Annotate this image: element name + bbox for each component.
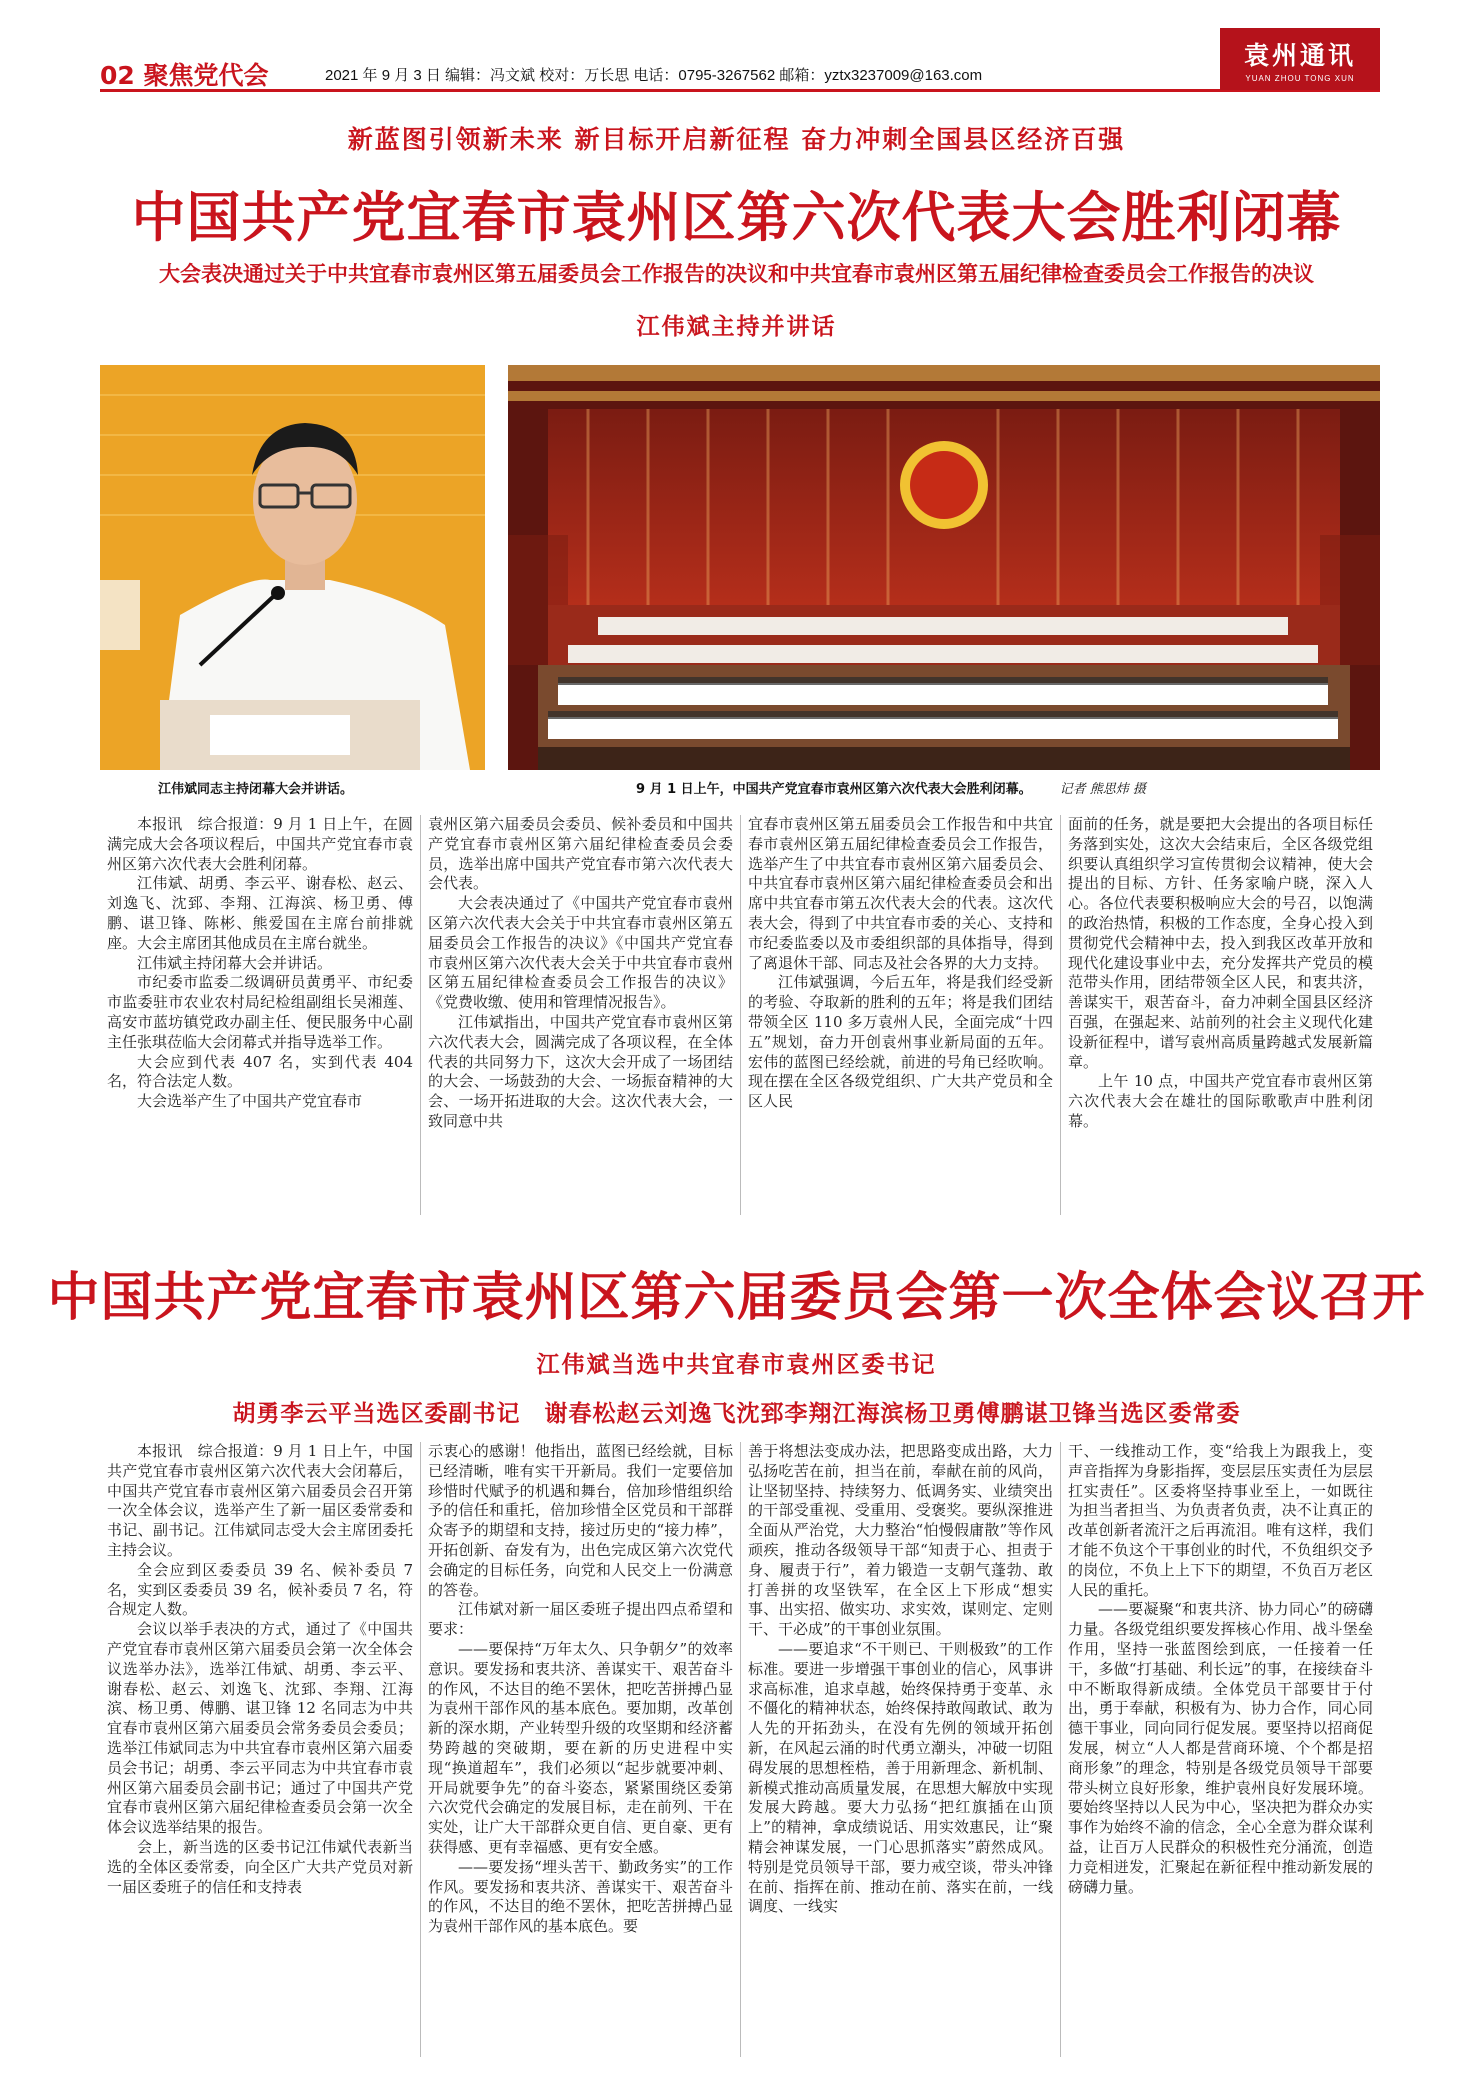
slogan: 新蓝图引领新未来 新目标开启新征程 奋力冲刺全国县区经济百强	[347, 125, 1126, 154]
paragraph: 面前的任务，就是要把大会提出的各项目标任务落到实处，这次大会结束后，全区各级党组织要认真组织学习宣传贯彻会议精神，使大会提出的目标、方针、任务家喻户晓，深入人心。各位代表要积极响应大会的号召，以饱满的政治热情，积极的工作态度，全身心投入到贯彻党代会精神中去，投入到我区改革开放和现代化建设事业中去，充分发挥共产党员的模范带头作用，团结带领全区人民，和衷共济，善谋实干，艰苦奋斗，奋力冲刺全国县区经济百强，在强起来、站前列的社会主义现代化建设新征程中，谱写袁州高质量跨越式发展新篇章。	[1068, 815, 1373, 1071]
article2-title: 中国共产党宜春市袁州区第六届委员会第一次全体会议召开	[47, 1268, 1426, 1328]
paragraph: ——要保持“万年太久、只争朝夕”的效率意识。要发扬和衷共济、善谋实干、艰苦奋斗的作风，不达目的绝不罢休，把吃苦拼搏凸显为袁州干部作风的基本底色。要加期，改革创新的深水期，产业转型升级的攻坚期和经济蓄势跨越的突破期，要在新的历史进程中实现“换道超车”，我们必须以“起步就要冲刺、开局就要争先”的奋斗姿态，紧紧围绕区委第六次党代会确定的发展目标，走在前列、干在实处，让广大干部群众更自信、更自豪、更有获得感、更有幸福感、更有安全感。	[428, 1639, 733, 1856]
article2-body	[100, 1442, 1380, 2057]
paragraph: 干、一线推动工作，变“给我上为跟我上，变声音指挥为身影指挥，变层层压实责任为层层扛实责任”。区委将坚持事业至上，一如既往为担当者担当、为负责者负责，决不让真正的改革创新者流汗之后再流泪。唯有这样，我们才能不负这个干事创业的时代，不负组织交予的岗位，不负上上下下的期望，不负百万老区人民的重托。	[1068, 1442, 1373, 1599]
page-section-label: 02 聚焦党代会	[100, 61, 269, 90]
article2-column	[100, 1442, 420, 2057]
paragraph: 大会选举产生了中国共产党宜春市	[137, 1092, 363, 1111]
paragraph: 本报讯 综合报道：9 月 1 日上午，在圆满完成大会各项议程后，中国共产党宜春市袁州区第六次代表大会胜利闭幕。	[107, 815, 413, 873]
paragraph: 江伟斌主持闭幕大会并讲话。	[137, 953, 333, 972]
article2-column	[740, 1442, 1060, 2057]
paragraph: 会上，新当选的区委书记江伟斌代表新当选的全体区委常委，向全区广大共产党员对新一届区委班子的信任和支持表	[107, 1837, 413, 1896]
paragraph: 江伟斌强调，今后五年，将是我们经受新的考验、夺取新的胜利的五年；将是我们团结带领全区 110 多万袁州人民，全面完成“十四五”规划，奋力开创袁州事业新局面的五年。宏伟的蓝图已经绘就，前进的号角已经吹响。现在摆在全区各级党组织、广大共产党员和全区人民	[748, 973, 1053, 1111]
article1-column	[1060, 815, 1380, 1215]
paragraph: 袁州区第六届委员会委员、候补委员和中国共产党宜春市袁州区第六届纪律检查委员会委员，选举出席中国共产党宜春市第六次代表大会代表。	[428, 815, 733, 893]
paragraph: 大会表决通过了《中国共产党宜春市袁州区第六次代表大会关于中共宜春市袁州区第五届委员会工作报告的决议》《中国共产党宜春市袁州区第六次代表大会关于中共宜春市袁州区第五届纪律检查委员会工作报告的决议》《党费收缴、使用和管理情况报告》。	[428, 894, 733, 1012]
paragraph: 本报讯 综合报道：9 月 1 日上午，中国共产党宜春市袁州区第六次代表大会闭幕后，中国共产党宜春市袁州区第六届委员会召开第一次全体会议，选举产生了新一届区委常委和书记、副书记。江伟斌同志受大会主席团委托主持会议。	[107, 1442, 413, 1559]
photo-credit: 记者 熊思炜 摄	[1059, 782, 1146, 797]
issue-meta: 2021 年 9 月 3 日 编辑：冯文斌 校对：万长思 电话：0795-3267562 邮箱：yztx3237009@163.com	[325, 67, 983, 84]
paragraph: ——要凝聚“和衷共济、协力同心”的磅礴力量。各级党组织要发挥核心作用、战斗堡垒作用，坚持一张蓝图绘到底，一任接着一任干，多做“打基础、利长远”的事，在接续奋斗中不断取得新成绩。全体党员干部要甘于付出，勇于奉献，积极有为、协力合作，同心同德干事业，同向同行促发展。要坚持以招商促发展，树立“人人都是营商环境、个个都是招商形象”的理念，特别是各级党员领导干部要带头树立良好形象，维护袁州良好发展环境。要始终坚持以人民为中心，坚决把为群众办实事作为始终不渝的信念，全心全意为群众谋利益，让百万人民群众的积极性充分涌流，创造力竞相迸发，汇聚起在新征程中推动新发展的磅礴力量。	[1068, 1600, 1373, 1896]
speaker-photo	[100, 365, 485, 770]
hall-photo-caption-text: 9 月 1 日上午，中国共产党宜春市袁州区第六次代表大会胜利闭幕。	[636, 782, 1032, 797]
paragraph: 会议以举手表决的方式，通过了《中国共产党宜春市袁州区第六届委员会第一次全体会议选举办法》，选举江伟斌、胡勇、李云平、谢春松、赵云、刘逸飞、沈郅、李翔、江海滨、杨卫勇、傅鹏、谌卫锋 12 名同志为中共宜春市袁州区第六届委员会常务委员会委员；选举江伟斌同志为中共宜春市袁州区第六届委员会书记；胡勇、李云平同志为中共宜春市袁州区第六届委员会副书记；通过了中国共产党宜春市袁州区第六届纪律检查委员会第一次全体会议选举结果的报告。	[107, 1620, 413, 1837]
paragraph: 宜春市袁州区第五届委员会工作报告和中共宜春市袁州区第五届纪律检查委员会工作报告，选举产生了中共宜春市袁州区第六届委员会、中共宜春市袁州区第六届纪律检查委员会和出席中共宜春市第五次代表大会的代表。这次代表大会，得到了中共宜春市委的关心、支持和市纪委监委以及市委组织部的具体指导，得到了离退休干部、同志及社会各界的大力支持。	[748, 815, 1053, 972]
paragraph: 市纪委市监委二级调研员黄勇平、市纪委市监委驻市农业农村局纪检组副组长吴湘莲、高安市蓝坊镇党政办副主任、便民服务中心副主任张琪莅临大会闭幕式并指导选举工作。	[107, 973, 413, 1051]
congress-hall-photo	[508, 365, 1380, 770]
hall-photo-caption	[636, 778, 1146, 797]
article2-subtitle-2: 胡勇李云平当选区委副书记 谢春松赵云刘逸飞沈郅李翔江海滨杨卫勇傅鹏谌卫锋当选区委常委	[232, 1400, 1241, 1427]
article1-subtitle-2: 江伟斌主持并讲话	[636, 313, 837, 340]
paragraph: 江伟斌、胡勇、李云平、谢春松、赵云、刘逸飞、沈郅、李翔、江海滨、杨卫勇、傅鹏、谌卫锋、陈彬、熊爱国在主席台前排就座。大会主席团其他成员在主席台就坐。	[107, 874, 413, 952]
logo-chinese: 袁州通讯	[1243, 41, 1356, 70]
paragraph: 上午 10 点，中国共产党宜春市袁州区第六次代表大会在雄壮的国际歌歌声中胜利闭幕。	[1068, 1072, 1373, 1130]
paragraph: 善于将想法变成办法，把思路变成出路，大力弘扬吃苦在前，担当在前，奉献在前的风尚，让坚韧坚持、持续努力、低调务实、业绩突出的干部受重视、受重用、受褒奖。要纵深推进全面从严治党，大力整治“怕慢假庸散”等作风顽疾，推动各级领导干部“知责于心、担责于身、履责于行”，着力锻造一支朝气蓬勃、敢打善拼的攻坚铁军，在全区上下形成“想实事、出实招、做实功、求实效，谋则定、定则干、干必成”的干事创业氛围。	[748, 1442, 1053, 1639]
paragraph: 江伟斌对新一届区委班子提出四点希望和要求：	[428, 1600, 733, 1639]
article1-body	[100, 815, 1380, 1215]
paragraph: 江伟斌指出，中国共产党宜春市袁州区第六次代表大会，圆满完成了各项议程，在全体代表的共同努力下，这次大会开成了一场团结的大会、一场鼓劲的大会、一场振奋精神的大会、一场开拓进取的大会。这次代表大会，一致同意中共	[428, 1012, 733, 1130]
paragraph: ——要发扬“埋头苦干、勤政务实”的工作作风。要发扬和衷共济、善谋实干、艰苦奋斗的作风，不达目的绝不罢休，把吃苦拼搏凸显为袁州干部作风的基本底色。要	[428, 1857, 733, 1936]
article1-column	[420, 815, 740, 1215]
masthead	[100, 41, 1380, 92]
article2-column	[1060, 1442, 1380, 2057]
article1-column	[100, 815, 420, 1215]
article2-column	[420, 1442, 740, 2057]
paragraph: 全会应到区委委员 39 名、候补委员 7 名，实到区委委员 39 名，候补委员 7 名，符合规定人数。	[107, 1560, 413, 1619]
paragraph: 示衷心的感谢！他指出，蓝图已经绘就，目标已经清晰，唯有实干开新局。我们一定要倍加珍惜时代赋予的机遇和舞台，倍加珍惜组织给予的信任和重托，倍加珍惜全区党员和干部群众寄予的期望和支持，接过历史的“接力棒”，开拓创新、奋发有为，出色完成区第六次党代会确定的目标任务，向党和人民交上一份满意的答卷。	[428, 1442, 733, 1599]
logo-english: YUAN ZHOU TONG XUN	[1245, 74, 1355, 83]
article1-column	[740, 815, 1060, 1215]
paragraph: ——要追求“不干则已、干则极致”的工作标准。要进一步增强干事创业的信心，风事讲求高标准，追求卓越，始终保持勇于变革、永不僵化的精神状态，始终保持敢闯敢试、敢为人先的开拓劲头，在没有先例的领域开拓创新，在风起云涌的时代勇立潮头，冲破一切阻碍发展的思想桎梏，善于用新理念、新机制、新模式推动高质量发展，在思想大解放中实现发展大跨越。要大力弘扬“把红旗插在山顶上”的精神，拿成绩说话、用实效惠民，让“聚精会神谋发展，一门心思抓落实”蔚然成风。特别是党员领导干部，要力戒空谈，带头冲锋在前、指挥在前、推动在前、落实在前，一线调度、一线实	[748, 1639, 1053, 1916]
paragraph: 大会应到代表 407 名，实到代表 404 名，符合法定人数。	[107, 1052, 413, 1091]
article2-subtitle: 江伟斌当选中共宜春市袁州区委书记	[536, 1351, 937, 1378]
newspaper-logo	[1220, 28, 1380, 90]
article1-subtitle: 大会表决通过关于中共宜春市袁州区第五届委员会工作报告的决议和中共宜春市袁州区第五届纪律检查委员会工作报告的决议	[159, 261, 1314, 286]
article1-title: 中国共产党宜春市袁州区第六次代表大会胜利闭幕	[131, 186, 1342, 249]
speaker-photo-caption: 江伟斌同志主持闭幕大会并讲话。	[158, 782, 354, 797]
